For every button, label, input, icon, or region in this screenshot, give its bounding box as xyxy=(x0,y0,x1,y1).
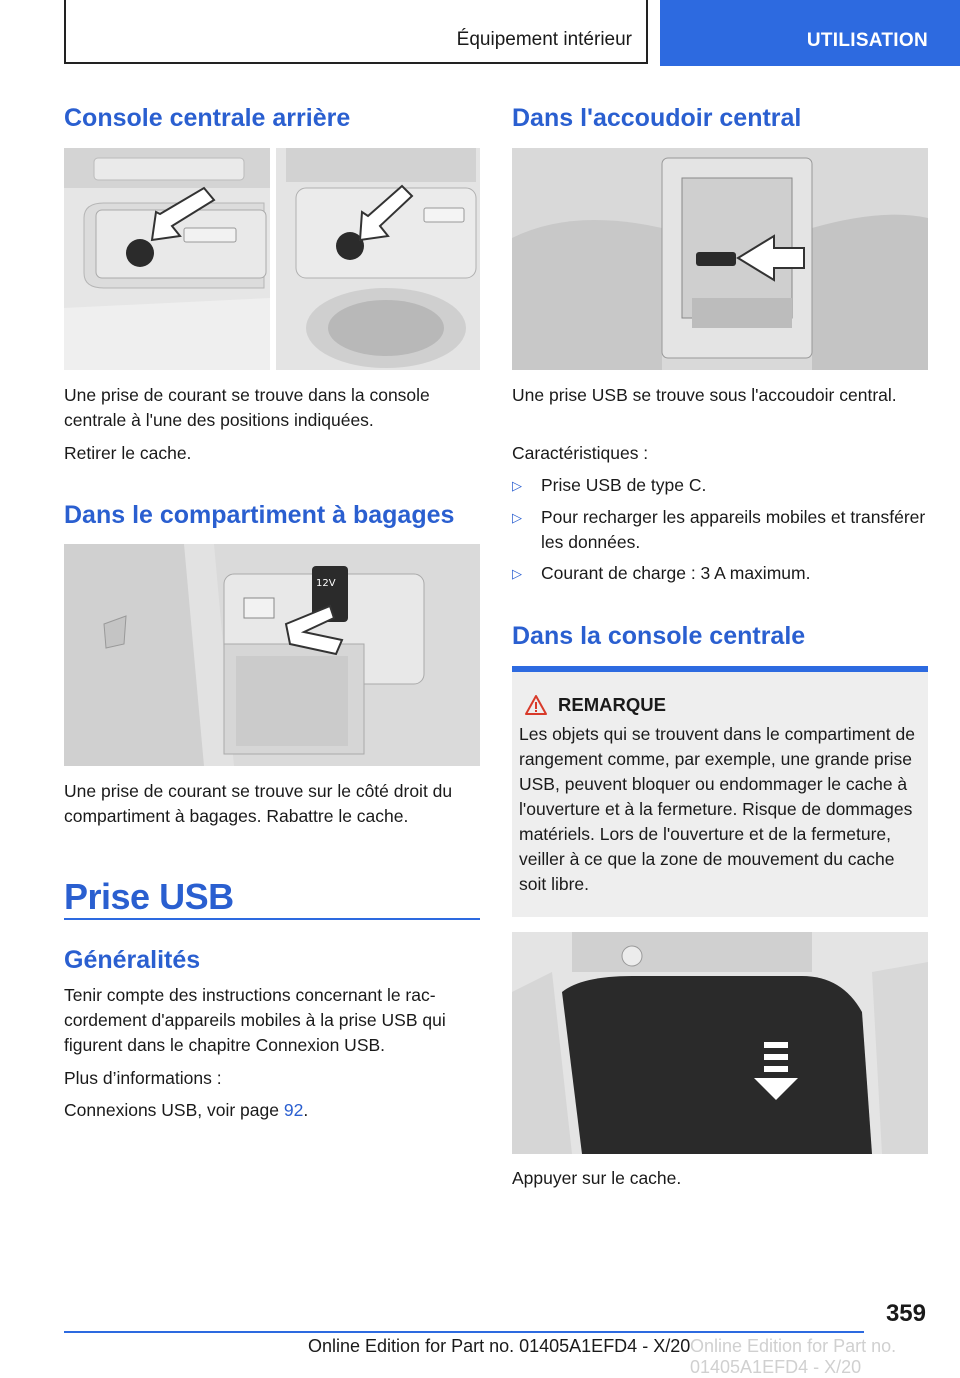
press-cover-text: Appuyer sur le cache. xyxy=(512,1168,682,1188)
usb-heading-rule xyxy=(64,918,480,920)
header-chapter-label: UTILISATION xyxy=(806,30,928,51)
rear-console-image-1 xyxy=(64,148,270,370)
boot-heading: Dans le compartiment à bagages xyxy=(64,501,455,529)
usb-socket-heading: Prise USB xyxy=(64,876,234,917)
warning-text: Les objets qui se trouvent dans le compartiment de rangement comme, par exemple, une grande prise USB, peuvent bloquer ou endommager le cache à l'ouverture et à la fermeture. Risque de dommages matériels. Lors de l'ouverture et de la fermeture, veiller à ce que la zone de mouvement du cache soit libre. xyxy=(519,724,915,894)
triangle-bullet-icon: ▷ xyxy=(512,510,522,525)
see-page-prefix: Connexions USB, voir page xyxy=(64,1100,279,1120)
feature-item-text: Pour recharger les appareils mobiles et transférer les données. xyxy=(541,507,926,552)
feature-item-text: Courant de charge : 3 A maximum. xyxy=(541,563,811,583)
triangle-bullet-icon: ▷ xyxy=(512,566,522,581)
general-heading: Généralités xyxy=(64,946,201,974)
page-number: 359 xyxy=(885,1300,926,1327)
rear-console-image-2 xyxy=(276,148,480,370)
see-page-suffix: . xyxy=(303,1100,309,1120)
center-console-cover-image xyxy=(512,932,928,1154)
console-rear-text-2: Retirer le cache. xyxy=(64,443,192,463)
warning-triangle-icon xyxy=(524,694,548,716)
warning-label: REMARQUE xyxy=(558,694,666,715)
features-label: Caractéristiques : xyxy=(512,443,649,463)
more-info-label: Plus d’informations : xyxy=(64,1068,222,1088)
header-section-box xyxy=(64,0,648,64)
see-page-reference xyxy=(64,1098,480,1123)
twelve-volt-label: 12V xyxy=(316,578,336,589)
warning-box xyxy=(512,666,928,917)
header-section-title: Équipement intérieur xyxy=(456,29,632,50)
page-link-92[interactable]: 92 xyxy=(283,1100,304,1120)
watermark: Online Edition for Part no. 01405A1EFD4 - X/20 xyxy=(690,1336,897,1377)
armrest-usb-image xyxy=(512,148,928,370)
center-console-heading: Dans la console centrale xyxy=(512,622,806,650)
boot-text: Une prise de courant se trouve sur le côté droit du compartiment à bagages. Rabattre le cache. xyxy=(64,781,453,826)
general-text: Tenir compte des instructions concernant le raccordement d'appareils mobiles à la prise USB qui figurent dans le chapitre Connexion USB. xyxy=(64,985,446,1055)
footer-edition: Online Edition for Part no. 01405A1EFD4 - X/20 xyxy=(308,1336,691,1356)
boot-socket-image xyxy=(64,544,480,766)
armrest-text: Une prise USB se trouve sous l'accoudoir central. xyxy=(512,385,897,405)
feature-item-text: Prise USB de type C. xyxy=(541,475,707,495)
console-rear-heading: Console centrale arrière xyxy=(64,104,351,132)
footer-rule xyxy=(64,1331,864,1333)
console-rear-text: Une prise de courant se trouve dans la console centrale à l'une des positions indiquées. xyxy=(64,385,430,430)
armrest-heading: Dans l'accoudoir central xyxy=(512,104,802,132)
triangle-bullet-icon: ▷ xyxy=(512,478,522,493)
header-chapter-tab[interactable] xyxy=(660,0,960,66)
